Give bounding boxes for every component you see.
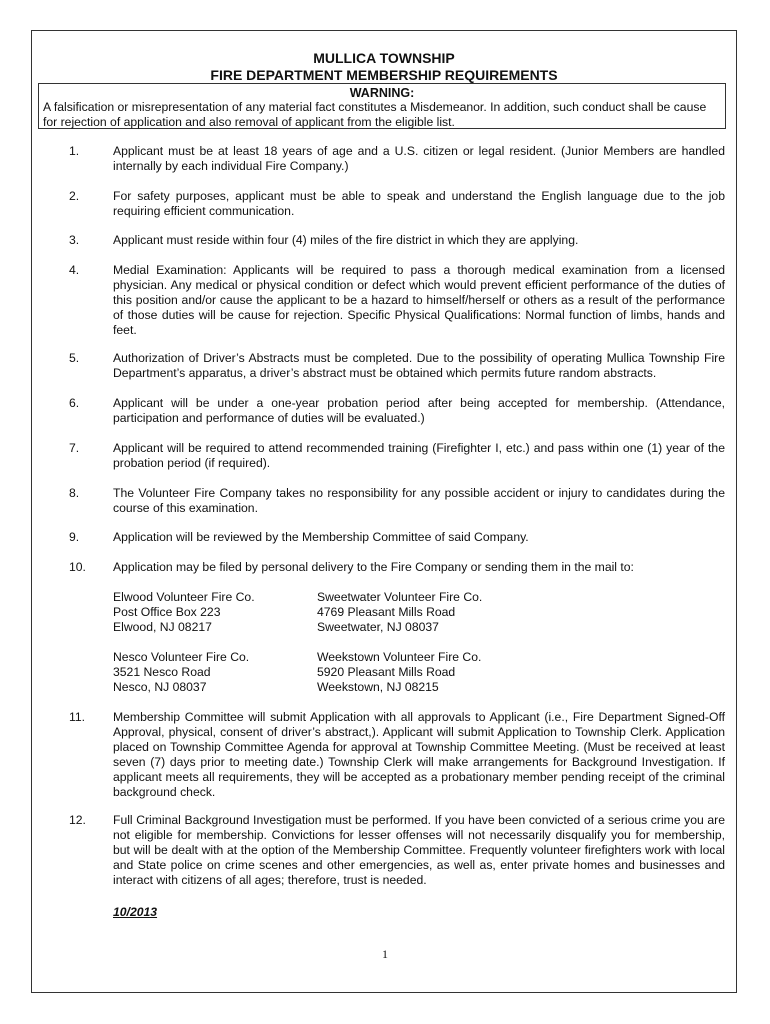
item-text: The Volunteer Fire Company takes no responsibility for any possible accident or injury to candidates during the course of this examination.: [113, 486, 725, 515]
address-city: Weekstown, NJ 08215: [317, 680, 439, 694]
address-name: Sweetwater Volunteer Fire Co.: [317, 590, 483, 604]
item-number: 3.: [69, 233, 80, 247]
item-text: Authorization of Driver’s Abstracts must be completed. Due to the possibility of operating Mullica Township Fire Department’s apparatus, a driver’s abstract must be obtained which permits future random abstracts.: [113, 351, 725, 380]
item-number: 4.: [69, 263, 80, 277]
warning-text: A falsification or misrepresentation of any material fact constitutes a Misdemeanor. In addition, such conduct shall be cause for rejection of application and also removal of applicant from the eligible list.: [43, 100, 707, 129]
item-number: 1.: [69, 144, 80, 158]
warning-heading: WARNING:: [349, 86, 415, 100]
address-street: 4769 Pleasant Mills Road: [317, 605, 456, 619]
address-block: [317, 650, 481, 695]
address-block: [113, 650, 249, 695]
item-text: Applicant must be at least 18 years of age and a U.S. citizen or legal resident. (Junior Members are handled internally by each individual Fire Company.): [113, 144, 725, 173]
document-subtitle: FIRE DEPARTMENT MEMBERSHIP REQUIREMENTS: [210, 67, 558, 83]
item-text: Medial Examination: Applicants will be required to pass a thorough medical examination from a licensed physician. Any medical or physical condition or defect which would prevent efficient performance of the duties of this position and/or cause the applicant to be a hazard to himself/herself or others as a result of the performance of those duties will be cause for rejection. Specific Physical Qualifications: Normal function of limbs, hands and feet.: [113, 263, 725, 337]
item-number: 2.: [69, 189, 80, 203]
item-text: Membership Committee will submit Application with all approvals to Applicant (i.e., Fire Department Signed-Off Approval, physical, consent of driver’s abstract,). Applicant will submit Application to Township Clerk. Application placed on Township Committee Agenda for approval at Township Committee Meeting. (Must be received at least seven (7) days prior to meeting date.) Township Clerk will make arrangements for Background Investigation. If applicant meets all requirements, they will be accepted as a probationary member pending receipt of the criminal background check.: [113, 710, 725, 799]
item-number: 7.: [69, 441, 80, 455]
address-city: Nesco, NJ 08037: [113, 680, 207, 694]
warning-box: [38, 83, 726, 129]
address-name: Weekstown Volunteer Fire Co.: [317, 650, 482, 664]
item-text: Applicant will be required to attend recommended training (Firefighter I, etc.) and pass within one (1) year of the probation period (if required).: [113, 441, 725, 470]
address-city: Elwood, NJ 08217: [113, 620, 212, 634]
item-number: 6.: [69, 396, 80, 410]
item-text: Full Criminal Background Investigation must be performed. If you have been convicted of a serious crime you are not eligible for membership. Convictions for lesser offenses will not necessarily disqualify you for membership, but will be dealt with at the option of the Membership Committee. Frequently volunteer firefighters work with local and State police on crime scenes and other emergencies, as well as, enter private homes and businesses and interact with citizens of all ages; therefore, trust is needed.: [113, 813, 725, 887]
address-street: Post Office Box 223: [113, 605, 221, 619]
item-text: Application may be filed by personal delivery to the Fire Company or sending them in the mail to:: [113, 560, 634, 574]
document-title: MULLICA TOWNSHIP: [313, 50, 455, 66]
item-number: 8.: [69, 486, 80, 500]
item-text: Applicant must reside within four (4) miles of the fire district in which they are applying.: [113, 233, 579, 247]
item-text: Applicant will be under a one-year probation period after being accepted for membership. (Attendance, participation and performance of duties will be evaluated.): [113, 396, 725, 425]
item-number: 9.: [69, 530, 80, 544]
address-street: 5920 Pleasant Mills Road: [317, 665, 456, 679]
item-text: Application will be reviewed by the Membership Committee of said Company.: [113, 530, 529, 544]
address-name: Elwood Volunteer Fire Co.: [113, 590, 255, 604]
address-street: 3521 Nesco Road: [113, 665, 211, 679]
item-number: 12.: [69, 813, 86, 827]
item-number: 10.: [69, 560, 86, 574]
page-number: 1: [382, 947, 388, 961]
address-block: [317, 590, 482, 635]
address-city: Sweetwater, NJ 08037: [317, 620, 439, 634]
address-name: Nesco Volunteer Fire Co.: [113, 650, 250, 664]
address-block: [113, 590, 255, 635]
item-number: 5.: [69, 351, 80, 365]
revision-date: 10/2013: [113, 905, 158, 919]
item-text: For safety purposes, applicant must be able to speak and understand the English language due to the job requiring efficient communication.: [113, 189, 725, 218]
item-number: 11.: [69, 710, 86, 724]
